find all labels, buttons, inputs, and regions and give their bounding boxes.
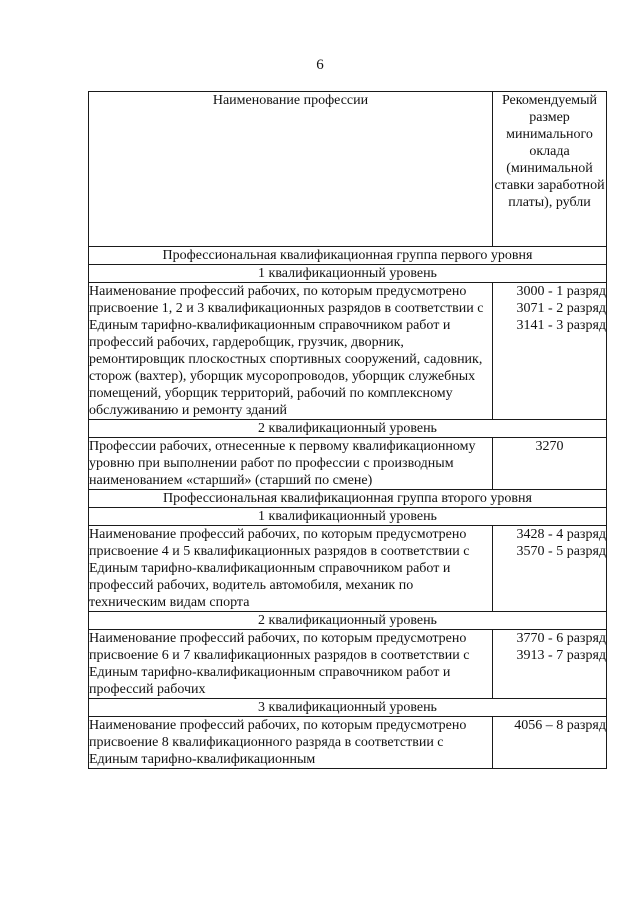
profession-description: Наименование профессий рабочих, по которым предусмотрено присвоение 8 квалификационного разряда в соответствии с Единым тарифно-квалификационным xyxy=(89,717,493,769)
level-row xyxy=(89,420,607,438)
salary-table xyxy=(88,91,607,769)
profession-description: Наименование профессий рабочих, по которым предусмотрено присвоение 4 и 5 квалификационных разрядов в соответствии с Единым тарифно-квалификационным справочником работ и профессий рабочих, водитель автомобиля, механик по техническим видам спорта xyxy=(89,526,493,612)
salary-value: 3770 - 6 разряд 3913 - 7 разряд xyxy=(493,630,607,699)
table-row xyxy=(89,630,607,699)
group-title: Профессиональная квалификационная группа первого уровня xyxy=(89,247,607,265)
table-row xyxy=(89,526,607,612)
level-title: 1 квалификационный уровень xyxy=(89,508,607,526)
group-row xyxy=(89,247,607,265)
table-row xyxy=(89,283,607,420)
header-profession: Наименование профессии xyxy=(89,92,493,247)
table-header-row xyxy=(89,92,607,247)
level-row xyxy=(89,265,607,283)
level-title: 3 квалификационный уровень xyxy=(89,699,607,717)
group-title: Профессиональная квалификационная группа второго уровня xyxy=(89,490,607,508)
level-row xyxy=(89,612,607,630)
page-number: 6 xyxy=(316,57,324,73)
salary-value: 4056 – 8 разряд xyxy=(493,717,607,769)
table-row xyxy=(89,438,607,490)
salary-value: 3000 - 1 разряд 3071 - 2 разряд 3141 - 3 разряд xyxy=(493,283,607,420)
level-title: 2 квалификационный уровень xyxy=(89,420,607,438)
table-row xyxy=(89,717,607,769)
level-title: 1 квалификационный уровень xyxy=(89,265,607,283)
level-row xyxy=(89,699,607,717)
profession-description: Профессии рабочих, отнесенные к первому квалификационному уровню при выполнении работ по профессии с производным наименованием «старший» (старший по смене) xyxy=(89,438,493,490)
profession-description: Наименование профессий рабочих, по которым предусмотрено присвоение 6 и 7 квалификационных разрядов в соответствии с Единым тарифно-квалификационным справочником работ и профессий рабочих xyxy=(89,630,493,699)
salary-value: 3428 - 4 разряд 3570 - 5 разряд xyxy=(493,526,607,612)
header-salary: Рекомендуемый размер минимального оклада (минимальной ставки заработной платы), рубли xyxy=(493,92,607,247)
salary-value: 3270 xyxy=(493,438,607,490)
group-row xyxy=(89,490,607,508)
level-row xyxy=(89,508,607,526)
level-title: 2 квалификационный уровень xyxy=(89,612,607,630)
profession-description: Наименование профессий рабочих, по которым предусмотрено присвоение 1, 2 и 3 квалификационных разрядов в соответствии с Единым тарифно-квалификационным справочником работ и профессий рабочих, гардеробщик, грузчик, дворник, ремонтировщик плоскостных спортивных сооружений, садовник, сторож (вахтер), уборщик мусоропроводов, уборщик служебных помещений, уборщик территорий, рабочий по комплексному обслуживанию и ремонту зданий xyxy=(89,283,493,420)
